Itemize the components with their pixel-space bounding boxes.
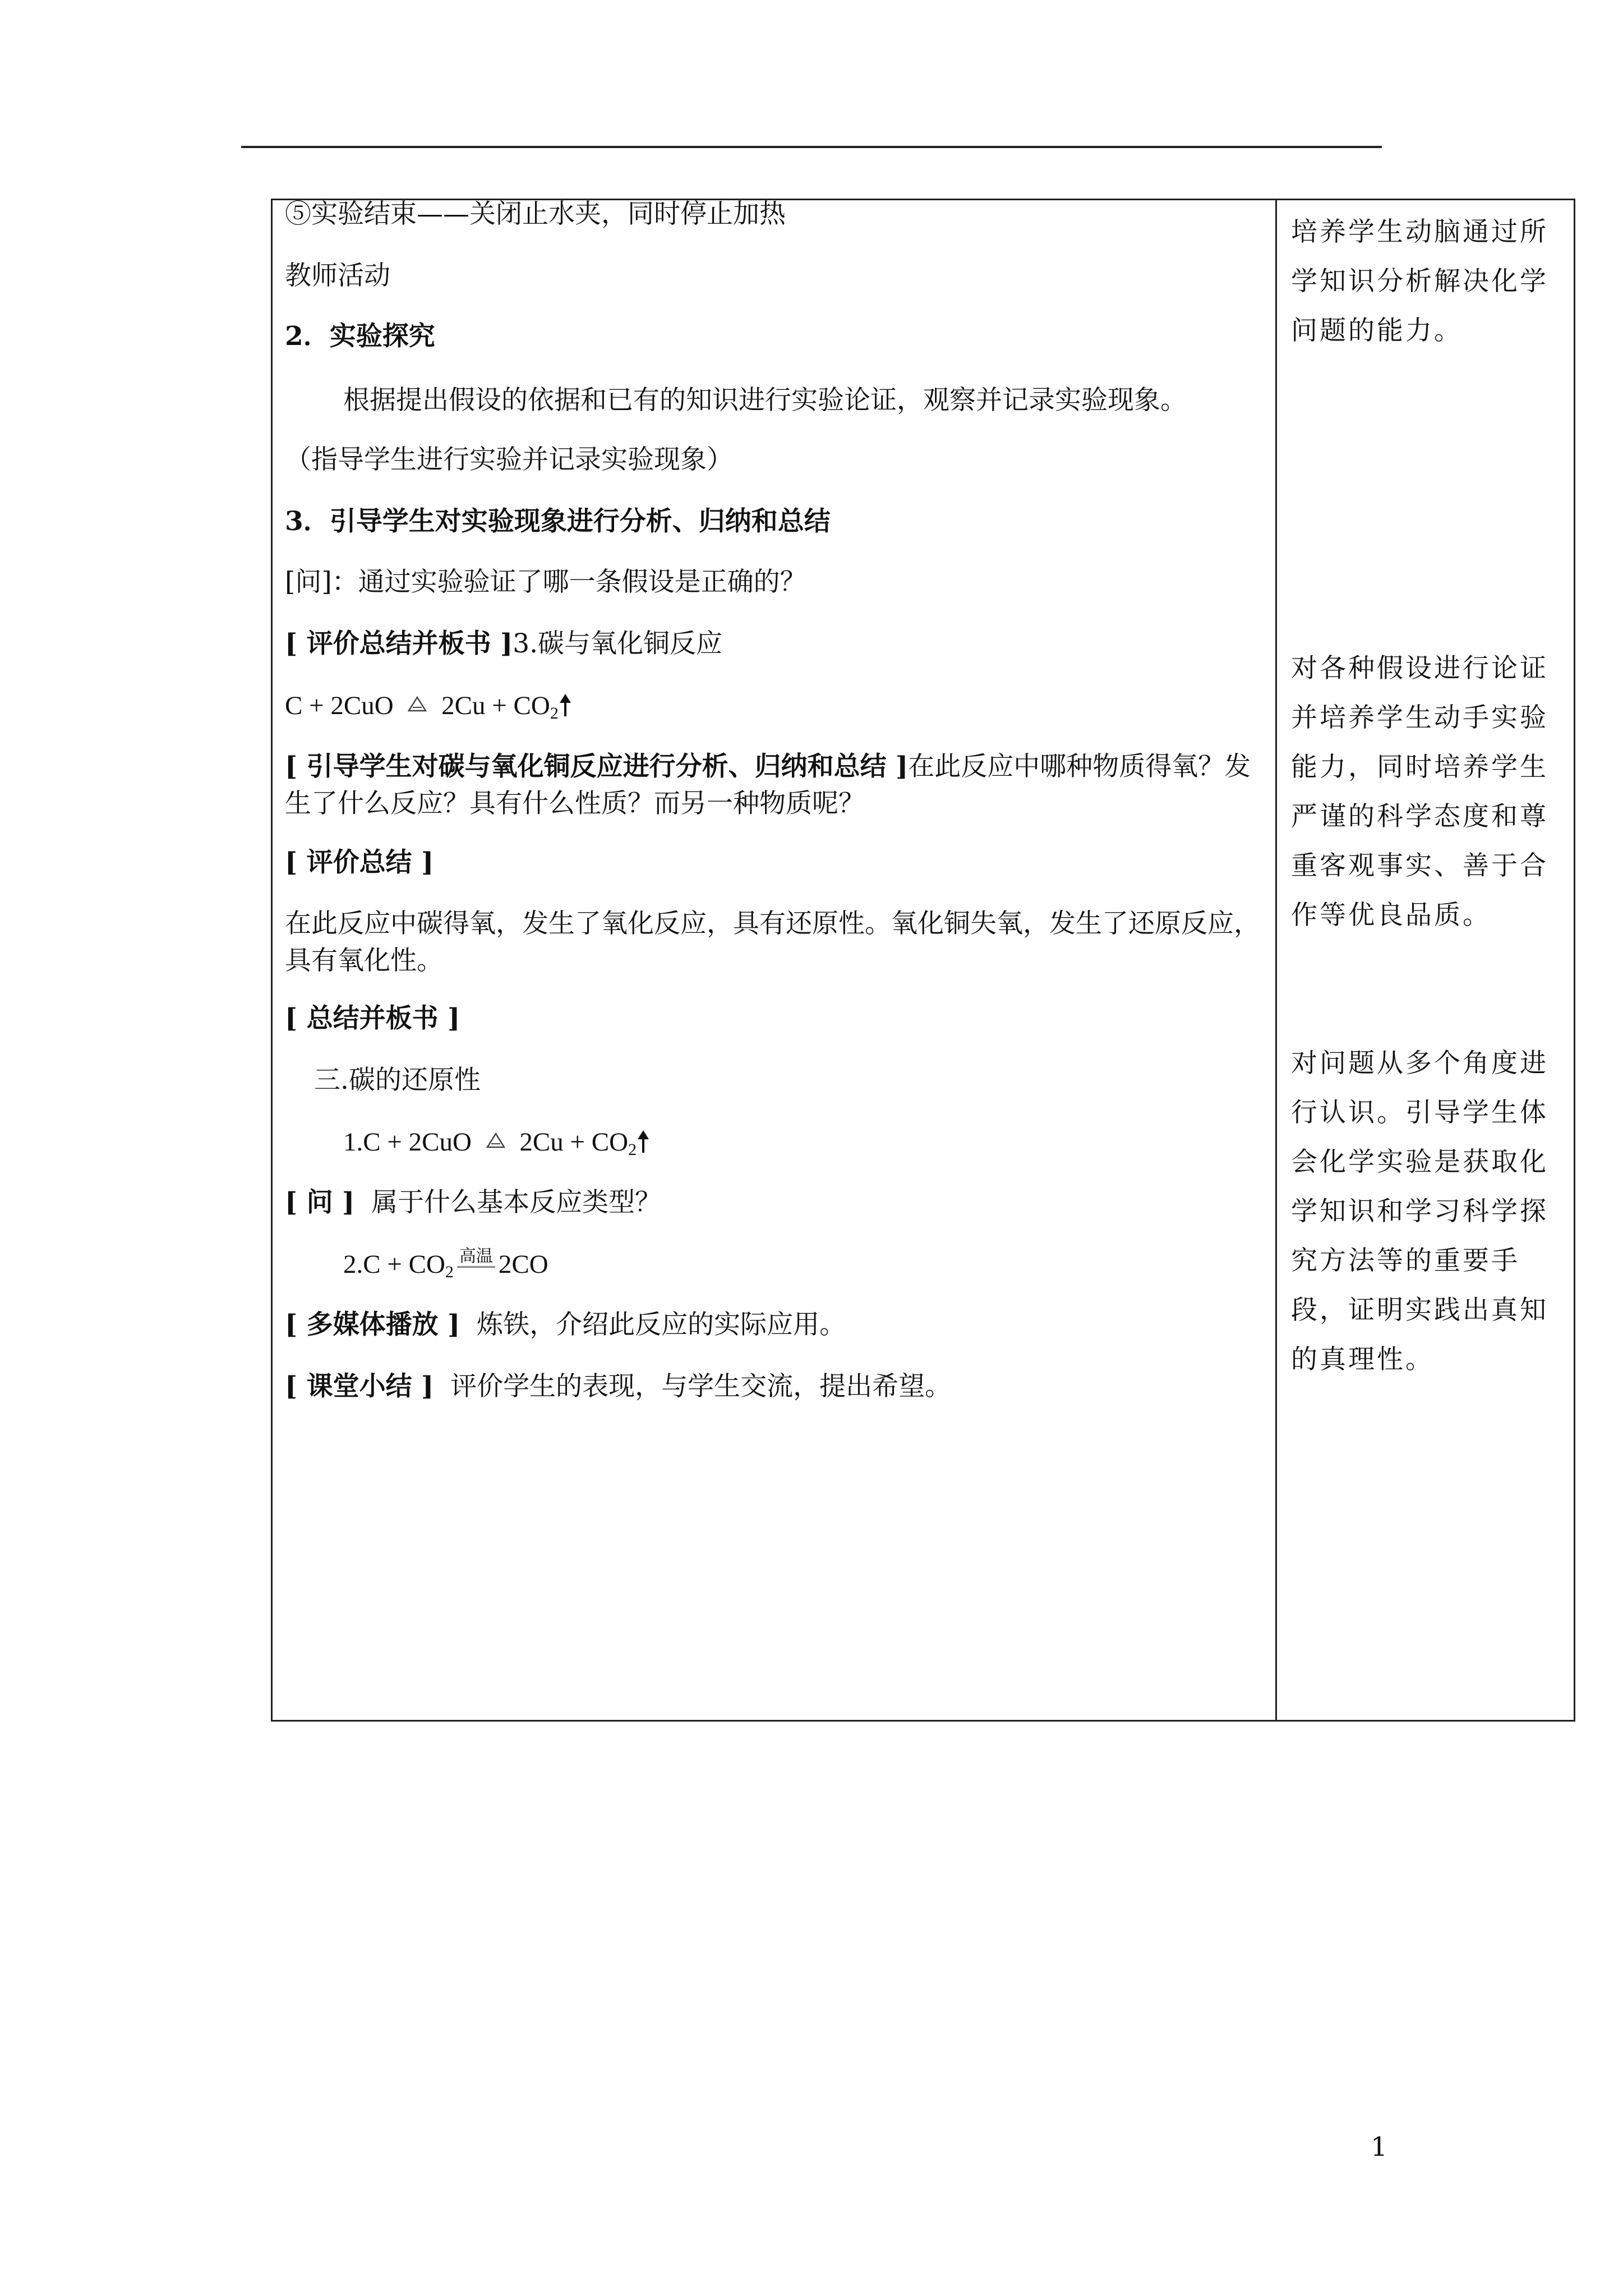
- guide-label: [ 引导学生对碳与氧化铜反应进行分析、归纳和总结 ]: [285, 751, 909, 782]
- header-rule: [241, 146, 1382, 148]
- condition-high-temp: 高温: [457, 1248, 495, 1268]
- section-2-note: （指导学生进行实验并记录实验现象）: [285, 444, 733, 475]
- guide-paragraph: [285, 748, 1261, 822]
- step-5-text: ⑤实验结束——关闭止水夹，同时停止加热: [285, 199, 786, 229]
- equation-3-right: 2CO: [498, 1250, 548, 1279]
- class-summary-label: [ 课堂小结 ]: [285, 1371, 434, 1402]
- ask-text: 属于什么基本反应类型？: [371, 1187, 662, 1218]
- heating-triangle-icon: [486, 1133, 505, 1149]
- eval-board-label: [ 评价总结并板书 ]: [285, 628, 513, 659]
- side-note-3: 对问题从多个角度进行认识。引导学生体会化学实验是获取化学知识和学习科学探究方法等的重要手段，证明实践出真知的真理性。: [1291, 1048, 1548, 1375]
- media-line: [285, 1307, 846, 1343]
- reaction-condition: [457, 1247, 495, 1279]
- equation-2: [343, 1124, 644, 1160]
- media-text: 炼铁，介绍此反应的实际应用。: [477, 1309, 846, 1340]
- class-summary-text: 评价学生的表现，与学生交流，提出希望。: [450, 1371, 952, 1402]
- ask-line: [285, 1185, 661, 1221]
- eval-summary-label: [ 评价总结 ]: [285, 847, 434, 878]
- equation-1: [285, 688, 566, 724]
- section-2-text: 根据提出假设的依据和已有的知识进行实验论证，观察并记录实验现象。: [343, 385, 1187, 416]
- equation-3-left: 2.C + CO: [343, 1250, 445, 1279]
- equation-3: [343, 1246, 548, 1282]
- heating-triangle-icon: [408, 696, 427, 713]
- class-summary-line: [285, 1369, 951, 1405]
- teacher-activity-label: 教师活动: [285, 260, 390, 291]
- eval-board-text: 3.碳与氧化铜反应: [513, 628, 723, 659]
- media-label: [ 多媒体播放 ]: [285, 1309, 460, 1340]
- ask-label: [ 问 ]: [285, 1187, 355, 1218]
- section-3-title: 3．引导学生对实验现象进行分析、归纳和总结: [285, 506, 831, 537]
- side-note-2: 对各种假设进行论证并培养学生动手实验能力，同时培养学生严谨的科学态度和尊重客观事实、善于合作等优良品质。: [1291, 653, 1548, 931]
- equation-1-subscript: 2: [550, 704, 559, 723]
- eval-summary-text: 在此反应中碳得氧，发生了氧化反应，具有还原性。氧化铜失氧，发生了还原反应，具有氧化性。: [285, 908, 1260, 976]
- page-number: 1: [1371, 2132, 1387, 2162]
- equation-2-left: 1.C + 2CuO: [343, 1128, 472, 1157]
- gas-arrow-icon: [564, 696, 566, 716]
- equation-2-subscript: 2: [628, 1140, 637, 1159]
- equation-1-right: 2Cu + CO: [441, 691, 550, 720]
- equation-2-right: 2Cu + CO: [519, 1128, 629, 1157]
- equation-1-left: C + 2CuO: [285, 691, 394, 720]
- heading-carbon-reducibility: 三.碳的还原性: [314, 1065, 481, 1096]
- gas-arrow-icon: [642, 1133, 644, 1153]
- equation-3-subscript: 2: [445, 1263, 454, 1281]
- section-2-title: 2．实验探究: [285, 321, 435, 352]
- side-note-1: 培养学生动脑通过所学知识分析解决化学问题的能力。: [1291, 217, 1548, 346]
- column-divider: [1275, 199, 1277, 1722]
- question-1: [问]：通过实验验证了哪一条假设是正确的？: [285, 567, 806, 597]
- guide-text: 在此反应中哪种物质得氧？发生了什么反应？具有什么性质？而另一种物质呢？: [285, 751, 1251, 819]
- summary-board-label: [ 总结并板书 ]: [285, 1003, 460, 1034]
- eval-board-line: [285, 626, 722, 662]
